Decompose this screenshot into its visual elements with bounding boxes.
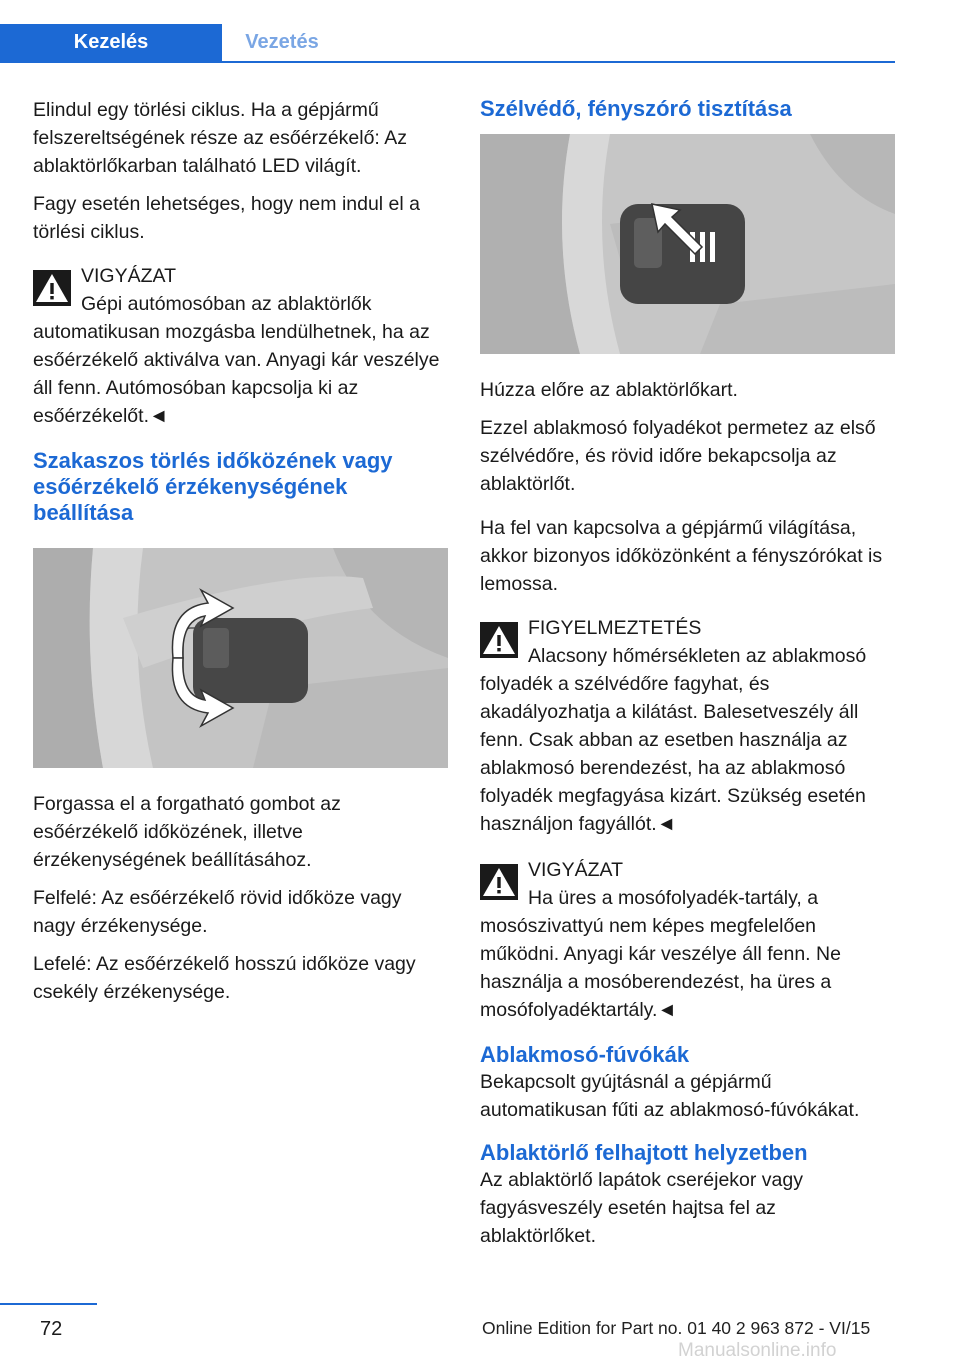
header-divider — [0, 61, 895, 63]
paragraph: Bekapcsolt gyújtásnál a gépjármű automatikusan fűti az ablakmosó-fúvókákat. — [480, 1071, 860, 1121]
tab-kezeles[interactable]: Kezelés — [0, 24, 222, 61]
tab-vezetes[interactable]: Vezetés — [245, 31, 319, 53]
paragraph: Ha fel van kapcsolva a gépjármű világítása, akkor bizonyos időközönként a fényszórókat is lemossa. — [480, 517, 883, 595]
warning-box — [33, 262, 448, 430]
warning-text: Ha üres a mosófolyadék-tartály, a mosószivattyú nem képes megfelelően működni. Anyagi kár veszélye áll fenn. Ne használja a mosóberendezést, ha üres a mosófolyadéktartály.◄ — [480, 887, 841, 1021]
warning-title: VIGYÁZAT — [528, 859, 623, 881]
paragraph: Fagy esetén lehetséges, hogy nem indul el a törlési ciklus. — [33, 193, 421, 243]
watermark: Manualsonline.info — [678, 1340, 837, 1361]
warning-triangle-icon — [480, 864, 518, 900]
warning-text: Alacsony hőmérsékleten az ablakmosó folyadék a szélvédőre fagyhat, és akadályozhatja a kilátást. Balesetveszély áll fenn. Csak abban az esetben használja az ablakmosó berendezést, ha az ablakmosó folyadék megfagyása kizárt. Szükség esetén használjon fagyállót.◄ — [480, 645, 867, 835]
paragraph: Forgassa el a forgatható gombot az esőérzékelő időközének, illetve érzékenységének beállításához. — [33, 793, 341, 871]
section-heading: Szakaszos törlés időközének vagy esőérzékelő érzékenységének beállítása — [33, 448, 393, 525]
right-column — [480, 96, 895, 1260]
edition-text: Online Edition for Part no. 01 40 2 963 872 - VI/15 — [482, 1318, 871, 1338]
paragraph: Lefelé: Az esőérzékelő hosszú időköze vagy csekély érzékenysége. — [33, 953, 416, 1003]
left-column — [33, 96, 448, 1016]
section-heading: Ablaktörlő felhajtott helyzetben — [480, 1140, 808, 1165]
header-tabs — [0, 0, 895, 63]
wiper-knob-illustration — [33, 548, 448, 768]
footer-divider — [0, 1303, 97, 1305]
paragraph: Az ablaktörlő lapátok cseréjekor vagy fagyásveszély esetén hajtsa fel az ablaktörlőket. — [480, 1169, 803, 1247]
paragraph: Ezzel ablakmosó folyadékot permetez az első szélvédőre, és rövid időre bekapcsolja az ablaktörlőt. — [480, 417, 876, 495]
warning-title: VIGYÁZAT — [81, 265, 176, 287]
paragraph: Elindul egy törlési ciklus. Ha a gépjármű felszereltségének része az esőérzékelő: Az ablaktörlőkarban található LED világít. — [33, 99, 407, 177]
warning-box — [480, 856, 895, 1024]
section-heading: Ablakmosó-fúvókák — [480, 1042, 690, 1067]
warning-triangle-icon — [33, 270, 71, 306]
washer-lever-illustration — [480, 134, 895, 354]
warning-triangle-icon — [480, 622, 518, 658]
page-number: 72 — [40, 1318, 63, 1340]
warning-box — [480, 614, 895, 838]
paragraph: Húzza előre az ablaktörlőkart. — [480, 379, 738, 401]
section-heading: Szélvédő, fényszóró tisztítása — [480, 96, 792, 121]
paragraph: Felfelé: Az esőérzékelő rövid időköze vagy nagy érzékenysége. — [33, 887, 402, 937]
warning-title: FIGYELMEZTETÉS — [528, 617, 702, 639]
warning-text: Gépi autómosóban az ablaktörlők automatikusan mozgásba lendülhetnek, ha az esőérzékelő aktiválva van. Anyagi kár veszélye áll fenn. Autómosóban kapcsolja ki az esőérzékelőt.◄ — [33, 293, 440, 427]
